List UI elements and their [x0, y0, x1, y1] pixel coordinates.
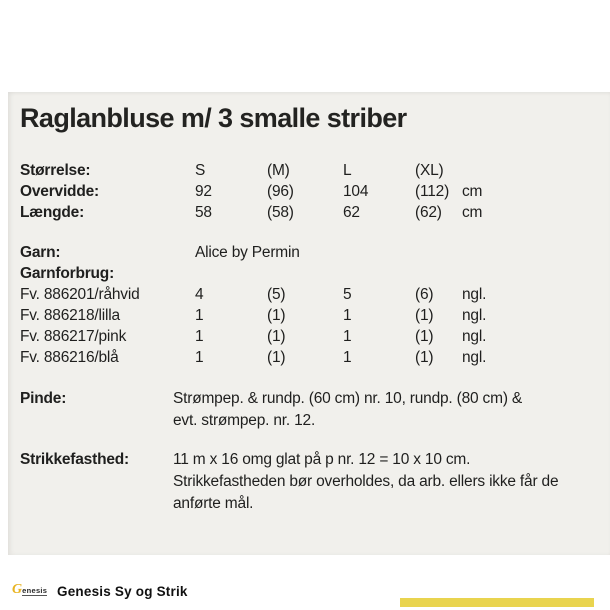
table-row-size — [0, 161, 610, 182]
cell-unit: ngl. — [462, 307, 487, 324]
cell-unit: ngl. — [462, 286, 487, 303]
table-row-color-offwhite — [0, 285, 610, 306]
gauge-text-line3: anførte mål. — [173, 495, 254, 512]
section-label: Strikkefasthed: — [20, 451, 129, 468]
cell-size-l: L — [343, 162, 352, 179]
gauge-text-line1: 11 m x 16 omg glat på p nr. 12 = 10 x 10 cm. — [173, 451, 471, 468]
cell: (62) — [415, 204, 442, 221]
section-gauge-line3 — [0, 494, 610, 515]
section-gauge-line1 — [0, 450, 610, 471]
table-row-color-blue — [0, 348, 610, 369]
section-needles-line2 — [0, 411, 610, 432]
cell: 1 — [343, 307, 352, 324]
yellow-highlight-bar — [400, 598, 594, 607]
row-label: Garnforbrug: — [20, 265, 115, 282]
brand-name: Genesis Sy og Strik — [57, 584, 188, 599]
cell: 5 — [343, 286, 352, 303]
cell: 1 — [195, 328, 204, 345]
table-row-chest — [0, 182, 610, 203]
cell: (1) — [267, 307, 286, 324]
logo-wordmark: enesis — [22, 586, 48, 595]
cell: 1 — [343, 328, 352, 345]
cell: (1) — [415, 328, 434, 345]
table-row-yarn-usage-header — [0, 264, 610, 285]
table-row-length — [0, 203, 610, 224]
cell: 1 — [343, 349, 352, 366]
row-label: Overvidde: — [20, 183, 99, 200]
table-row-color-pink — [0, 327, 610, 348]
cell: (1) — [415, 349, 434, 366]
row-label: Garn: — [20, 244, 61, 261]
cell: (6) — [415, 286, 434, 303]
cell-size-m: (M) — [267, 162, 290, 179]
cell-unit: cm — [462, 204, 483, 221]
needles-text-line1: Strømpep. & rundp. (60 cm) nr. 10, rundp. (80 cm) & — [173, 390, 523, 407]
cell: 62 — [343, 204, 360, 221]
cell: 58 — [195, 204, 212, 221]
cell: (1) — [415, 307, 434, 324]
cell: 1 — [195, 349, 204, 366]
row-label: Længde: — [20, 204, 85, 221]
cell: 92 — [195, 183, 212, 200]
section-label: Pinde: — [20, 390, 67, 407]
section-needles-line1 — [0, 389, 610, 410]
logo-g-glyph: G — [12, 582, 23, 597]
row-label: Fv. 886218/lilla — [20, 307, 120, 324]
cell: (1) — [267, 328, 286, 345]
cell-unit: ngl. — [462, 328, 487, 345]
page-title: Raglanbluse m/ 3 smalle striber — [20, 103, 407, 133]
row-label: Fv. 886201/råhvid — [20, 286, 140, 303]
cell: 104 — [343, 183, 369, 200]
cell: (58) — [267, 204, 294, 221]
gauge-text-line2: Strikkefastheden bør overholdes, da arb. ellers ikke får de — [173, 473, 559, 490]
table-row-color-lilac — [0, 306, 610, 327]
section-gauge-line2 — [0, 472, 610, 493]
row-label: Størrelse: — [20, 162, 91, 179]
cell: (1) — [267, 349, 286, 366]
cell: (5) — [267, 286, 286, 303]
cell-size-xl: (XL) — [415, 162, 444, 179]
cell: (96) — [267, 183, 294, 200]
cell: (112) — [415, 183, 450, 200]
cell: 4 — [195, 286, 204, 303]
yarn-name: Alice by Permin — [195, 244, 300, 261]
needles-text-line2: evt. strømpep. nr. 12. — [173, 412, 316, 429]
cell-unit: cm — [462, 183, 483, 200]
cell-unit: ngl. — [462, 349, 487, 366]
cell: 1 — [195, 307, 204, 324]
genesis-logo-icon — [12, 583, 47, 597]
table-row-yarn — [0, 243, 610, 264]
cell-size-s: S — [195, 162, 206, 179]
row-label: Fv. 886217/pink — [20, 328, 127, 345]
row-label: Fv. 886216/blå — [20, 349, 119, 366]
